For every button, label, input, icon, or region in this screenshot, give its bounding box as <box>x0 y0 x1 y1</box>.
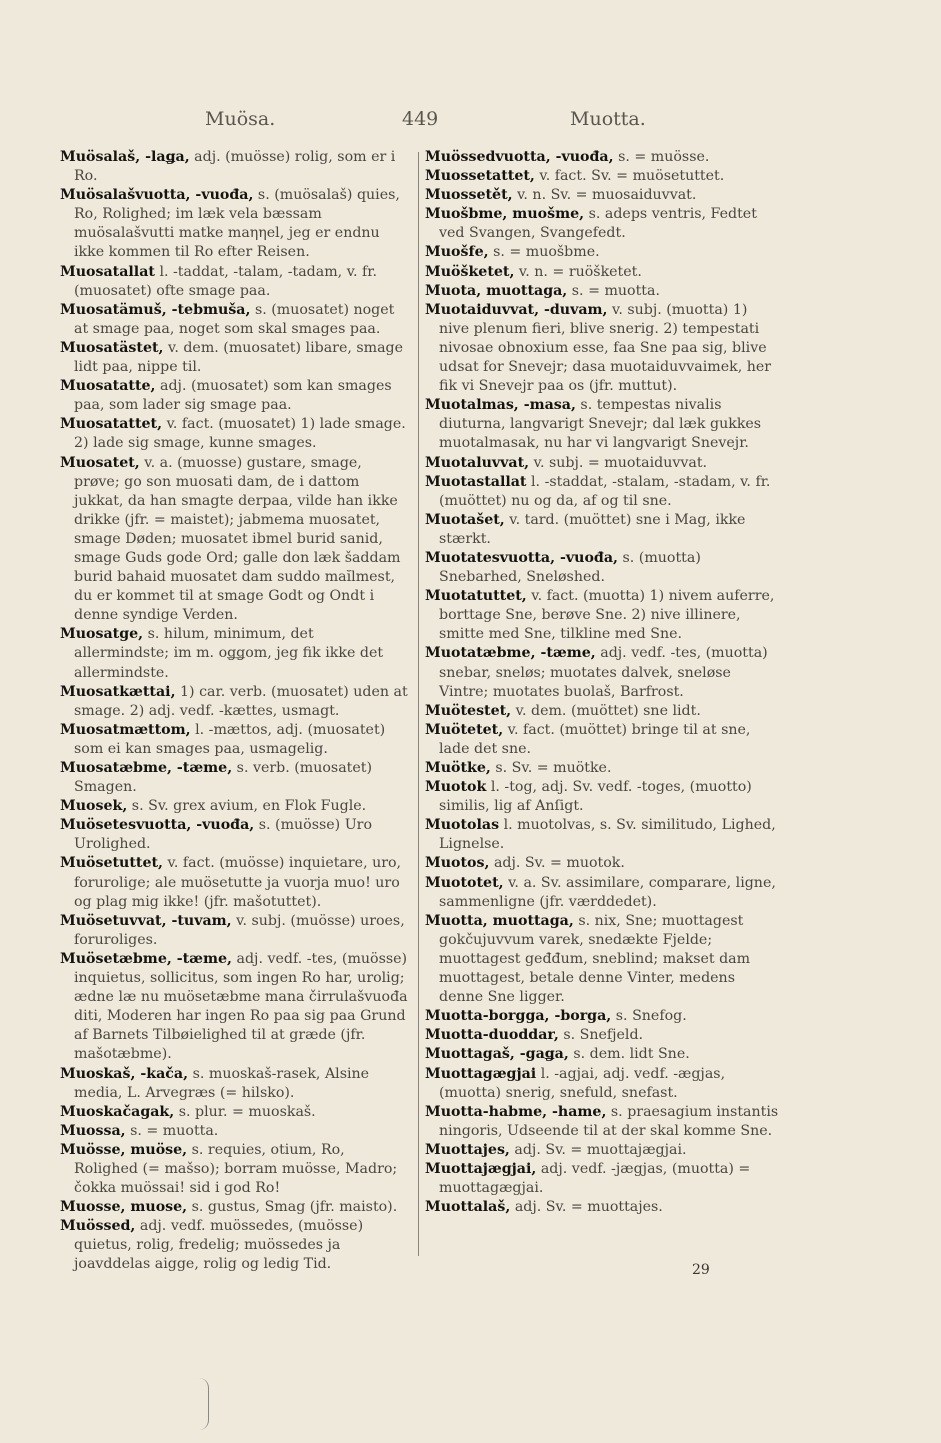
headword: Muoskaš, -kača, <box>60 1065 189 1082</box>
headword: Muotaiduvvat, -duvam, <box>425 301 608 318</box>
dictionary-entry <box>425 1007 780 1026</box>
dictionary-entry <box>425 549 780 587</box>
headword: Muosse, muose, <box>60 1199 188 1216</box>
definition: s. = muösse. <box>618 149 710 165</box>
dictionary-entry <box>60 186 410 262</box>
headword: Muösetesvuotta, -vuođa, <box>60 817 255 834</box>
dictionary-entry <box>425 702 780 721</box>
definition: s. = muotta. <box>130 1122 219 1139</box>
dictionary-entry <box>60 148 410 186</box>
dictionary-entry <box>425 644 780 701</box>
headword: Muotalmas, -masa, <box>425 397 576 414</box>
dictionary-entry <box>425 778 780 816</box>
headword: Muösalašvuotta, -vuođa, <box>60 187 254 204</box>
headword: Muottajægjai, <box>425 1160 537 1177</box>
page-number: 449 <box>402 108 439 130</box>
headword: Muotta-duoddar, <box>425 1027 559 1044</box>
definition: s. gustus, Smag (jfr. maisto). <box>191 1199 398 1216</box>
definition: v. tard. (muöttet) sne i Mag, ikke stærkt. <box>439 511 746 547</box>
dictionary-entry <box>425 282 780 301</box>
dictionary-entry <box>425 587 780 644</box>
dictionary-entry <box>60 950 410 1065</box>
definition: s. verb. (muosatet) Smagen. <box>74 760 373 796</box>
headword: Muototet, <box>425 874 504 891</box>
definition: 1) car. verb. (muosatet) uden at smage. 2) adj. vedf. -kættes, usmagt. <box>74 683 408 719</box>
headword: Muöšketet, <box>425 263 515 280</box>
headword: Muössedvuotta, -vuođa, <box>425 149 614 165</box>
headword: Muottajes, <box>425 1141 510 1158</box>
dictionary-entry <box>60 301 410 339</box>
dictionary-entry <box>425 1141 780 1160</box>
definition: adj. (muösse) rolig, som er i Ro. <box>74 149 396 185</box>
headword: Muösalaš, -laǥa, <box>60 149 190 165</box>
definition: v. a. (muosse) gustare, smage, prøve; go son muosati dam, de i dattom jukkat, da han smagte derpaa, vilde han ikke drikke (jfr. = maistet); jabmema muosatet, smage Døden; muosatet ibmel burid sanid, smage Guds gode Ord; galle don læk šaddam burid bahaid muosatet dam suddo maĭlmest, du er kommet til at smage Godt og Ondt i denne syndige Verden. <box>74 454 401 624</box>
definition: s. muoskaš-rasek, Alsine media, L. Arvegræs (= hilsko). <box>74 1065 370 1101</box>
headword: Muotatesvuotta, -vuođa, <box>425 549 618 566</box>
headword: Muösetuttet, <box>60 855 163 872</box>
headword: Muötke, <box>425 760 491 776</box>
definition: s. (muösse) Uro Urolighed. <box>74 817 373 853</box>
dictionary-entry <box>425 263 780 282</box>
definition: v. fact. Sv. = muösetuttet. <box>539 168 725 185</box>
definition: v. subj. (muösse) uroes, foruroliges. <box>74 912 405 948</box>
headword: Muotaluvvat, <box>425 454 530 471</box>
dictionary-entry <box>60 759 410 797</box>
definition: s. Snefjeld. <box>563 1027 644 1044</box>
definition: adj. vedf. -tes, (muösse) inquietus, sollicitus, som ingen Ro har, urolig; ædne læ nu muösetæbme mana čirrulašvuođa diti, Moderen har ingen Ro paa sig paa Grund af Barnets Tilbøielighed til at græde (jfr. mašotæbme). <box>74 950 408 1063</box>
definition: l. -staddat, -stalam, -stadam, v. fr. (muöttet) nu og da, af og til sne. <box>439 473 771 509</box>
dictionary-entry <box>60 1217 410 1274</box>
definition: l. muotolvas, s. Sv. similitudo, Lighed, Lignelse. <box>439 817 776 853</box>
headword: Muösetuvvat, -tuvam, <box>60 912 232 929</box>
dictionary-entry <box>60 721 410 759</box>
headword: Muotatuttet, <box>425 588 527 605</box>
definition: s. (muotta) Snebarhed, Sneløshed. <box>439 549 701 586</box>
binding-bracket <box>196 1378 209 1430</box>
headword: Muota, muottaga, <box>425 282 568 299</box>
headword: Muosatæbme, -tæme, <box>60 760 233 776</box>
definition: v. n. Sv. = muosaiduvvat. <box>517 187 697 204</box>
dictionary-entry <box>60 263 410 301</box>
definition: s. = muotta. <box>571 282 660 299</box>
dictionary-entry <box>425 454 780 473</box>
headword: Muösetæbme, -tæme, <box>60 950 232 967</box>
definition: v. subj. = muotaiduvvat. <box>533 454 708 471</box>
dictionary-entry <box>60 625 410 682</box>
definition: v. a. Sv. assimilare, comparare, ligne, sammenligne (jfr. værddedet). <box>439 874 776 910</box>
definition: s. Sv. grex avium, en Flok Fugle. <box>131 798 367 815</box>
headword: Muosatatte, <box>60 378 156 395</box>
definition: s. praesagium instantis ningoris, Udseende til at der skal komme Sne. <box>439 1103 779 1139</box>
dictionary-entry <box>60 454 410 626</box>
dictionary-entry <box>425 148 780 167</box>
headword: Muosatet, <box>60 454 140 471</box>
definition: v. fact. (muosatet) 1) lade smage. 2) lade sig smage, kunne smages. <box>74 416 406 452</box>
dictionary-entry <box>60 683 410 721</box>
dictionary-entry <box>60 912 410 950</box>
column-divider <box>418 152 419 1256</box>
dictionary-entry <box>60 854 410 911</box>
running-head-right: Muotta. <box>570 108 646 130</box>
headword: Muossa, <box>60 1122 126 1139</box>
definition: s. requies, otium, Ro, Rolighed (= mašso); borram muösse, Madro; čokka muössai! sid i god Ro! <box>74 1141 398 1197</box>
dictionary-entry <box>60 1198 410 1217</box>
headword: Muosatattet, <box>60 416 163 433</box>
dictionary-entry <box>425 396 780 453</box>
headword: Muotta-borgga, -borga, <box>425 1008 612 1025</box>
signature-mark: 29 <box>692 1262 710 1278</box>
dictionary-entry <box>425 1026 780 1045</box>
headword: Muotok <box>425 779 487 796</box>
headword: Muotatæbme, -tæme, <box>425 645 596 662</box>
headword: Muotastallat <box>425 473 527 490</box>
headword: Muosatästet, <box>60 339 164 356</box>
page-header <box>0 108 941 138</box>
dictionary-entry <box>425 874 780 912</box>
headword: Muosatämuš, -tebmuša, <box>60 301 251 318</box>
headword: Muösse, muöse, <box>60 1141 188 1158</box>
headword: Muötestet, <box>425 702 512 719</box>
headword: Muosatmættom, <box>60 721 191 738</box>
headword: Muotolas <box>425 817 500 834</box>
definition: s. nix, Sne; muottagest gokčujuvvum varek, snedækte Fjelde; muottagest geđđum, sneblind; makset dam muottagest, betale denne Vinter, medens denne Sne ligger. <box>439 912 751 1006</box>
dictionary-entry <box>425 205 780 243</box>
dictionary-entry <box>425 912 780 1007</box>
headword: Muosek, <box>60 798 128 815</box>
headword: Muossetattet, <box>425 168 535 185</box>
headword: Muoskačagak, <box>60 1103 175 1120</box>
dictionary-entry <box>425 1103 780 1141</box>
headword: Muosatallat <box>60 263 155 280</box>
definition: v. subj. (muotta) 1) nive plenum fieri, blive snerig. 2) tempestati nivosae obnoxium esse, faa Sne paa sig, blive udsat for Snevejr; dasa muotaiduvvaimek, her fik vi Snevejr paa os (jfr. muttut). <box>439 301 772 395</box>
definition: adj. Sv. = muottajes. <box>514 1199 663 1216</box>
headword: Muošfe, <box>425 244 489 261</box>
dictionary-entry <box>60 1065 410 1103</box>
dictionary-entry <box>60 1103 410 1122</box>
dictionary-entry <box>60 797 410 816</box>
headword: Muottalaš, <box>425 1199 511 1216</box>
definition: adj. Sv. = muotok. <box>493 855 625 872</box>
headword: Muössed, <box>60 1218 136 1235</box>
definition: v. n. = ruöšketet. <box>518 263 642 280</box>
definition: s. Sv. = muötke. <box>495 760 612 776</box>
headword: Muošbme, muošme, <box>425 206 585 223</box>
dictionary-entry <box>425 186 780 205</box>
dictionary-entry <box>425 721 780 759</box>
headword: Muötetet, <box>425 721 504 738</box>
definition: s. dem. lidt Sne. <box>573 1046 690 1063</box>
headword: Muotos, <box>425 855 490 872</box>
dictionary-entry <box>425 511 780 549</box>
definition: s. (muösalaš) quies, Ro, Rolighed; im læk vela bæssam muösalašvutti matke maηηel, jeg er endnu ikke kommen til Ro efter Reisen. <box>74 187 400 261</box>
dictionary-entry <box>425 1160 780 1198</box>
dictionary-entry <box>60 1141 410 1198</box>
dictionary-entry <box>425 854 780 873</box>
definition: v. fact. (muöttet) bringe til at sne, lade det sne. <box>439 721 751 757</box>
dictionary-entry <box>425 1045 780 1064</box>
definition: l. -tog, adj. Sv. vedf. -toges, (muotto) similis, lig af Anſigt. <box>439 779 752 815</box>
headword: Muotta, muottaga, <box>425 912 574 929</box>
dictionary-entry <box>425 473 780 511</box>
headword: Muossetět, <box>425 187 513 204</box>
dictionary-entry <box>60 1122 410 1141</box>
definition: v. fact. (muösse) inquietare, uro, forurolige; ale muösetutte ja vuorja muo! uro og plag mig ikke! (jfr. mašotuttet). <box>74 855 402 910</box>
definition: s. Snefog. <box>615 1008 687 1025</box>
definition: s. plur. = muoskaš. <box>178 1103 316 1120</box>
definition: s. tempestas nivalis diuturna, langvarigt Snevejr; dal læk gukkes muotalmasak, nu har vi langvarigt Snevejr. <box>439 397 762 452</box>
definition: adj. Sv. = muottajægjai. <box>514 1141 687 1158</box>
definition: s. adeps ventris, Fedtet ved Svangen, Svangefedt. <box>439 206 757 242</box>
definition: adj. vedf. muössedes, (muösse) quietus, rolig, fredelig; muössedes ja joavddelas aigge, rolig og ledig Tid. <box>74 1218 364 1273</box>
dictionary-entry <box>425 1198 780 1217</box>
running-head-left: Muösa. <box>205 108 276 130</box>
definition: v. dem. (muosatet) libare, smage lidt paa, nippe til. <box>74 339 404 376</box>
definition: v. fact. (muotta) 1) nivem auferre, borttage Sne, berøve Sne. 2) nive illinere, smitte med Sne, tilkline med Sne. <box>439 588 775 643</box>
dictionary-entry <box>60 816 410 854</box>
definition: s. (muosatet) noget at smage paa, noget som skal smages paa. <box>74 301 395 337</box>
dictionary-entry <box>425 816 780 854</box>
headword: Muosatkættai, <box>60 683 176 700</box>
definition: l. -agjai, adj. vedf. -ægjas, (muotta) snerig, snefuld, snefast. <box>439 1065 726 1101</box>
definition: adj. vedf. -jægjas, (muotta) = muottagægjai. <box>439 1160 751 1197</box>
dictionary-entry <box>425 759 780 778</box>
dictionary-entry <box>60 377 410 415</box>
headword: Muotta-habme, -hame, <box>425 1103 607 1120</box>
left-column <box>60 148 410 1275</box>
definition: s. = muošbme. <box>493 244 600 261</box>
dictionary-entry <box>60 339 410 377</box>
dictionary-entry <box>425 243 780 262</box>
dictionary-entry <box>60 415 410 453</box>
dictionary-entry <box>425 167 780 186</box>
definition: v. dem. (muöttet) sne lidt. <box>515 702 701 719</box>
definition: l. -mættos, adj. (muosatet) som ei kan smages paa, usmagelig. <box>74 721 386 757</box>
headword: Muotašet, <box>425 511 505 528</box>
dictionary-entry <box>425 1065 780 1103</box>
right-column <box>425 148 780 1217</box>
definition: adj. vedf. -tes, (muotta) snebar, sneløs; muotates dalvek, sneløse Vintre; muotates buolaš, Barfrost. <box>439 645 768 700</box>
definition: s. hilum, minimum, det allermindste; im m. oǥǥom, jeg fik ikke det allermindste. <box>74 626 384 681</box>
headword: Muosatge, <box>60 626 144 643</box>
dictionary-entry <box>425 301 780 396</box>
headword: Muottagaš, -gaǥa, <box>425 1046 569 1063</box>
definition: l. -taddat, -talam, -tadam, v. fr. (muosatet) ofte smage paa. <box>74 263 378 299</box>
headword: Muottagægjai <box>425 1065 537 1082</box>
definition: adj. (muosatet) som kan smages paa, som lader sig smage paa. <box>74 378 392 414</box>
